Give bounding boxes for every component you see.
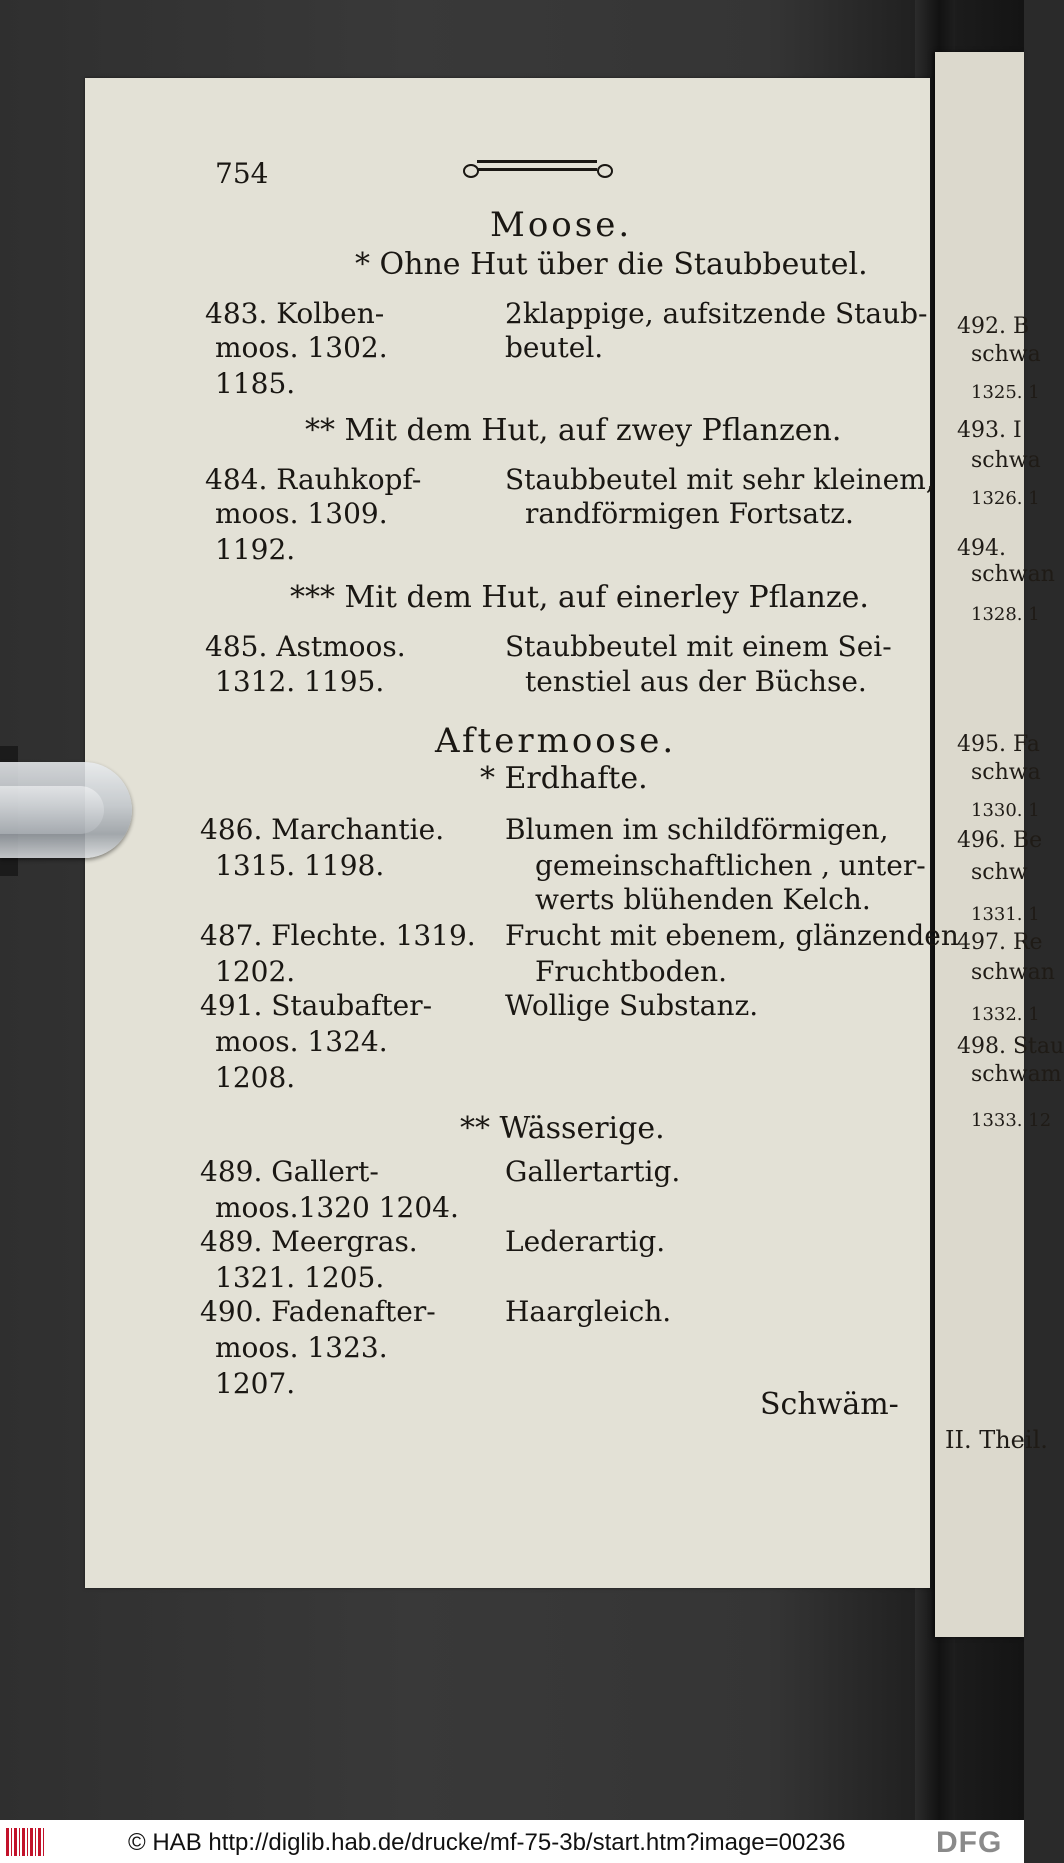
rp-text: 498. Stau bbox=[957, 1034, 1064, 1059]
book-page bbox=[85, 78, 959, 1588]
entry-ref: moos. 1323. bbox=[215, 1331, 388, 1364]
rp-text: 1331. 1 bbox=[971, 904, 1040, 925]
catchword: Schwäm- bbox=[760, 1387, 899, 1422]
entry-desc: randförmigen Fortsatz. bbox=[525, 497, 854, 530]
entry-name: 483. Kolben- bbox=[205, 297, 385, 330]
entry-desc: beutel. bbox=[505, 331, 604, 364]
section-heading: * Ohne Hut über die Staubbeutel. bbox=[355, 247, 868, 282]
entry-ref: 1192. bbox=[215, 533, 296, 566]
page-subtitle: Aftermoose. bbox=[435, 721, 677, 761]
footer-credit-link[interactable]: © HAB http://diglib.hab.de/drucke/mf-75-3b/start.htm?image=00236 bbox=[128, 1829, 846, 1856]
entry-desc: Fruchtboden. bbox=[535, 955, 728, 988]
rp-text: 1328. 1 bbox=[971, 604, 1040, 625]
rp-text: schwa bbox=[971, 342, 1041, 367]
library-barcode-icon bbox=[6, 1828, 44, 1856]
entry-desc: Frucht mit ebenem, glänzenden bbox=[505, 919, 959, 952]
entry-name: 486. Marchantie. bbox=[200, 813, 445, 846]
entry-desc: Blumen im schildförmigen, bbox=[505, 813, 889, 846]
entry-name: 489. Gallert- bbox=[200, 1155, 379, 1188]
entry-name: 490. Fadenafter- bbox=[200, 1295, 436, 1328]
footer-bar bbox=[0, 1820, 1024, 1863]
entry-name: 484. Rauhkopf- bbox=[205, 463, 422, 496]
page-clip-highlight bbox=[0, 786, 104, 834]
entry-desc: 2klappige, aufsitzende Staub- bbox=[505, 297, 928, 330]
section-heading: ** Wässerige. bbox=[460, 1111, 665, 1146]
next-page-fragment bbox=[935, 52, 1064, 1637]
entry-desc: Haargleich. bbox=[505, 1295, 672, 1328]
entry-desc: werts blühenden Kelch. bbox=[535, 883, 871, 916]
rp-text: 496. Be bbox=[957, 828, 1043, 853]
entry-ref: moos. 1324. bbox=[215, 1025, 388, 1058]
rp-text: 1330. 1 bbox=[971, 800, 1040, 821]
entry-ref: 1315. 1198. bbox=[215, 849, 385, 882]
entry-desc: Staubbeutel mit sehr kleinem, bbox=[505, 463, 935, 496]
entry-desc: tenstiel aus der Büchse. bbox=[525, 665, 867, 698]
section-heading: * Erdhafte. bbox=[480, 761, 648, 796]
entry-ref: moos. 1302. bbox=[215, 331, 388, 364]
ornament-left-circle bbox=[463, 164, 479, 178]
entry-ref: 1312. 1195. bbox=[215, 665, 385, 698]
entry-ref: 1185. bbox=[215, 367, 296, 400]
ornament-right-circle bbox=[597, 164, 613, 178]
rp-text: schwam bbox=[971, 1062, 1062, 1087]
rp-text: 492. B bbox=[957, 314, 1030, 339]
rp-text: schwan bbox=[971, 960, 1055, 985]
page-title: Moose. bbox=[490, 205, 633, 245]
rp-text: 1325. 1 bbox=[971, 382, 1040, 403]
entry-ref: moos.1320 1204. bbox=[215, 1191, 459, 1224]
rp-text: 1333. 12 bbox=[971, 1110, 1052, 1131]
entry-desc: Lederartig. bbox=[505, 1225, 666, 1258]
entry-name: 491. Staubafter- bbox=[200, 989, 433, 1022]
rp-text: schwa bbox=[971, 448, 1041, 473]
entry-ref: 1207. bbox=[215, 1367, 296, 1400]
rp-text: schwa bbox=[971, 760, 1041, 785]
entry-ref: moos. 1309. bbox=[215, 497, 388, 530]
entry-ref: 1208. bbox=[215, 1061, 296, 1094]
entry-ref: 1202. bbox=[215, 955, 296, 988]
dfg-logo: DFG bbox=[936, 1826, 1003, 1859]
section-heading: ** Mit dem Hut, auf zwey Pflanzen. bbox=[305, 413, 842, 448]
entry-desc: gemeinschaftlichen , unter- bbox=[535, 849, 926, 882]
entry-name: 485. Astmoos. bbox=[205, 630, 406, 663]
entry-desc: Wollige Substanz. bbox=[505, 989, 759, 1022]
entry-ref: 1321. 1205. bbox=[215, 1261, 385, 1294]
page-number: 754 bbox=[215, 157, 269, 190]
rp-text: 1326. 1 bbox=[971, 488, 1040, 509]
rp-text: schwan bbox=[971, 562, 1055, 587]
ornament-rule-bottom bbox=[477, 168, 597, 171]
entry-name: 487. Flechte. 1319. bbox=[200, 919, 476, 952]
rp-text: schw bbox=[971, 860, 1028, 885]
rp-text: 497. Re bbox=[957, 930, 1043, 955]
rp-text: 493. I bbox=[957, 418, 1022, 443]
rp-text: 494. bbox=[957, 536, 1006, 561]
ornament-rule-top bbox=[477, 160, 597, 163]
rp-signature: II. Theil. bbox=[945, 1426, 1048, 1454]
rp-text: 1332. 1 bbox=[971, 1004, 1040, 1025]
entry-desc: Gallertartig. bbox=[505, 1155, 681, 1188]
entry-name: 489. Meergras. bbox=[200, 1225, 418, 1258]
rp-text: 495. Fa bbox=[957, 732, 1040, 757]
section-heading: *** Mit dem Hut, auf einerley Pflanze. bbox=[290, 580, 869, 615]
entry-desc: Staubbeutel mit einem Sei- bbox=[505, 630, 892, 663]
